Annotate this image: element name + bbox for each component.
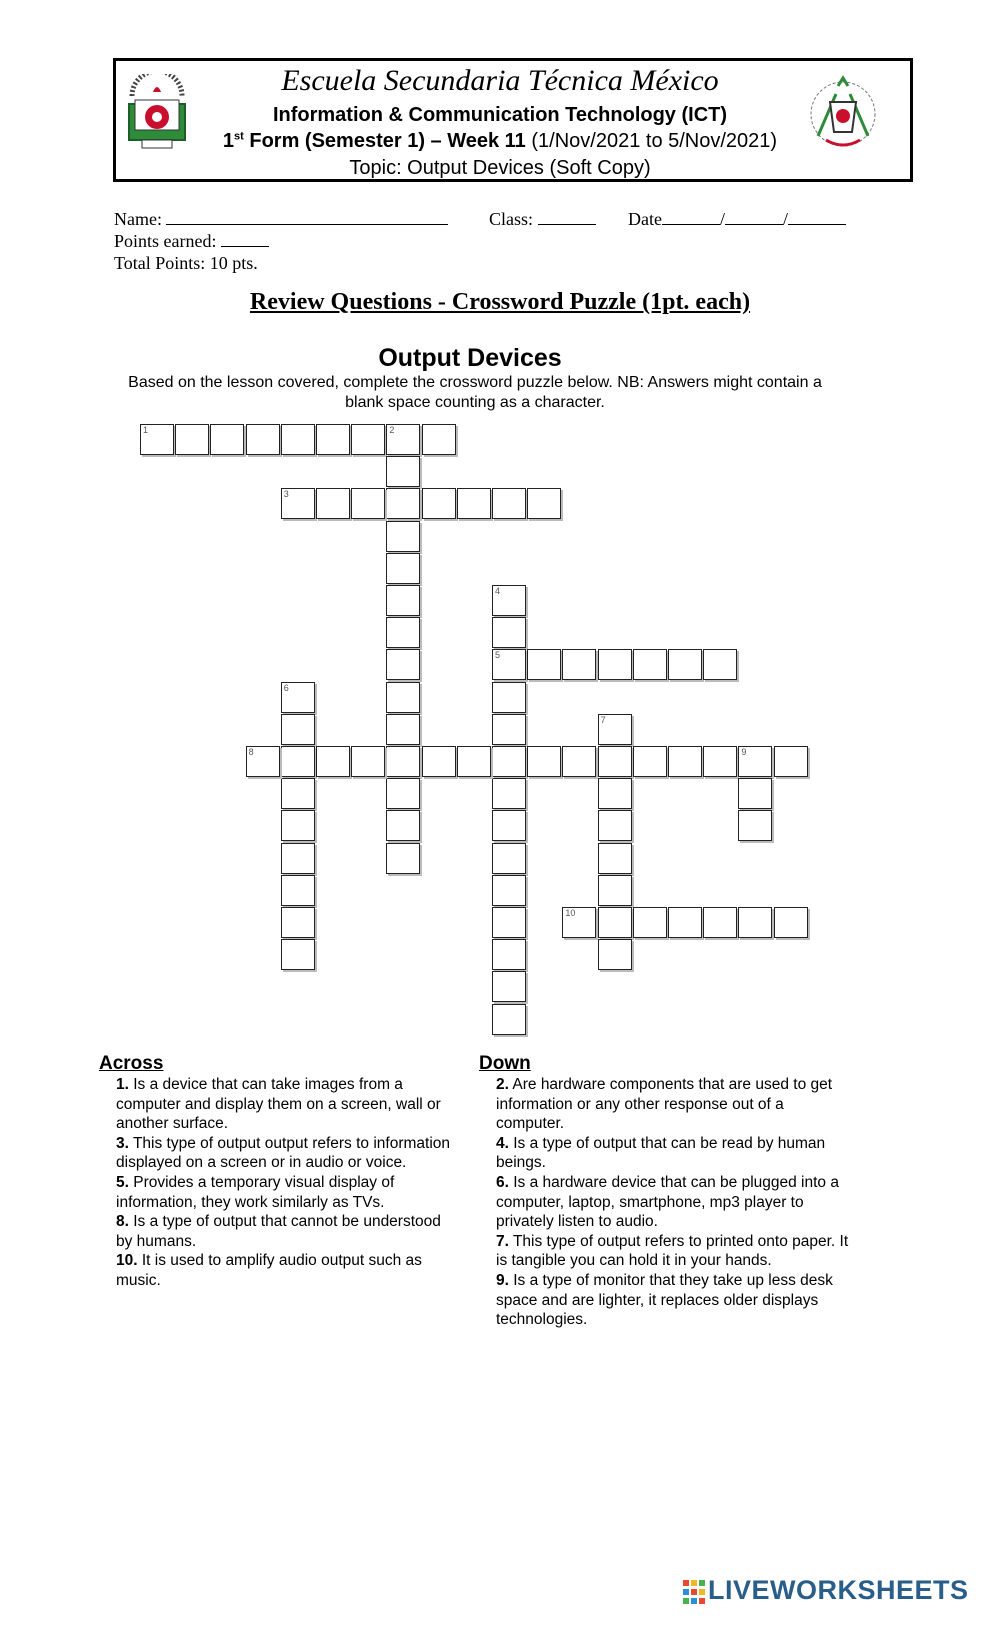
- crossword-cell[interactable]: [492, 617, 526, 648]
- crossword-cell[interactable]: [738, 907, 772, 938]
- school-name: Escuela Secundaria Técnica México: [281, 64, 719, 97]
- clue-number: 5.: [116, 1173, 129, 1191]
- crossword-cell[interactable]: [281, 907, 315, 938]
- crossword-cell[interactable]: [633, 746, 667, 777]
- crossword-cell[interactable]: [774, 907, 808, 938]
- clue-number-label: 3: [283, 489, 289, 500]
- total-points: Total Points: 10 pts.: [114, 253, 258, 273]
- crossword-cell[interactable]: [598, 843, 632, 874]
- subject-title: Information & Communication Technology (ICT): [272, 104, 728, 126]
- crossword-cell[interactable]: [598, 875, 632, 906]
- crossword-cell[interactable]: [422, 424, 456, 455]
- down-heading: Down: [479, 1053, 531, 1074]
- crossword-cell[interactable]: [598, 778, 632, 809]
- date-label: Date: [628, 209, 662, 229]
- crossword-cell[interactable]: [316, 488, 350, 519]
- crossword-cell[interactable]: [492, 971, 526, 1002]
- date-sep-1: /: [719, 209, 725, 229]
- crossword-cell[interactable]: [386, 456, 420, 487]
- crossword-cell[interactable]: [492, 907, 526, 938]
- points-earned-label: Points earned:: [114, 231, 217, 251]
- crossword-cell[interactable]: [386, 778, 420, 809]
- across-heading: Across: [99, 1053, 164, 1074]
- clue-number-label: 6: [283, 682, 289, 693]
- crossword-cell[interactable]: [281, 746, 315, 777]
- crossword-cell[interactable]: [281, 810, 315, 841]
- clue-text: This type of output output refers to information displayed on a screen or in audio or voice.: [116, 1134, 451, 1172]
- crossword-cell[interactable]: [386, 617, 420, 648]
- crossword-cell[interactable]: [527, 746, 561, 777]
- clue-number-label: 10: [565, 908, 576, 918]
- down-clue-7: [496, 1232, 851, 1271]
- clue-number-label: 4: [495, 586, 501, 596]
- crossword-cell[interactable]: [281, 488, 315, 519]
- across-clues: [116, 1075, 456, 1291]
- crossword-cell[interactable]: [457, 488, 491, 519]
- crossword-cell[interactable]: [598, 649, 632, 680]
- crossword-cell[interactable]: [738, 778, 772, 809]
- crossword-cell[interactable]: [351, 424, 385, 455]
- clue-number-label: 1: [143, 425, 149, 435]
- clue-number: 10.: [116, 1252, 138, 1270]
- crossword-cell[interactable]: [386, 682, 420, 713]
- crossword-cell[interactable]: [422, 488, 456, 519]
- across-clue-5: [116, 1173, 456, 1212]
- crossword-cell[interactable]: [386, 810, 420, 841]
- crossword-cell[interactable]: [633, 907, 667, 938]
- crossword-cell[interactable]: [598, 714, 632, 745]
- crossword-cell[interactable]: [703, 649, 737, 680]
- clue-text: Are hardware components that are used to get information or any other response out of a computer.: [496, 1076, 833, 1133]
- brand-wordmark: LIVEWORKSHEETS: [708, 1575, 969, 1605]
- crossword-cell[interactable]: [281, 714, 315, 745]
- across-clue-10: [116, 1251, 456, 1290]
- crossword-cell[interactable]: [598, 810, 632, 841]
- clue-text: It is used to amplify audio output such as music.: [116, 1252, 422, 1289]
- crossword-cell[interactable]: [210, 424, 244, 455]
- clue-text: Provides a temporary visual display of information, they work similarly as TVs.: [116, 1173, 395, 1211]
- clue-number: 6.: [496, 1173, 509, 1191]
- crossword-cell[interactable]: [492, 1004, 526, 1035]
- crossword-cell[interactable]: [598, 939, 632, 970]
- across-clue-8: [116, 1212, 456, 1251]
- crossword-cell[interactable]: [386, 585, 420, 616]
- crossword-cell[interactable]: [281, 843, 315, 874]
- crossword-cell[interactable]: [316, 746, 350, 777]
- crossword-cell[interactable]: [703, 907, 737, 938]
- crossword-cell[interactable]: [492, 778, 526, 809]
- crossword-cell[interactable]: [386, 843, 420, 874]
- clue-text: Is a type of output that can be read by human beings.: [496, 1134, 826, 1172]
- crossword-cell[interactable]: [492, 810, 526, 841]
- crossword-cell[interactable]: [281, 682, 315, 713]
- crossword-cell[interactable]: [316, 424, 350, 455]
- name-label: Name:: [114, 209, 162, 229]
- date-sep-2: /: [783, 209, 789, 229]
- clue-number: 2.: [496, 1076, 509, 1093]
- crossword-cell[interactable]: [351, 488, 385, 519]
- crossword-cell[interactable]: [492, 714, 526, 745]
- clue-text: This type of output refers to printed onto paper. It is tangible you can hold it in your hands.: [496, 1232, 849, 1270]
- crossword-cell[interactable]: [386, 521, 420, 552]
- crossword-cell[interactable]: [386, 649, 420, 680]
- crossword-cell[interactable]: [386, 488, 420, 519]
- crossword-cell[interactable]: [457, 746, 491, 777]
- crossword-cell[interactable]: [386, 424, 420, 455]
- clue-text: Is a device that can take images from a computer and display them on a screen, wall or another surface.: [116, 1076, 441, 1133]
- puzzle-title: Output Devices: [378, 344, 562, 372]
- crossword-cell[interactable]: [422, 746, 456, 777]
- crossword-cell[interactable]: [351, 746, 385, 777]
- form-week: Form (Semester 1) – Week 11: [243, 130, 526, 152]
- crossword-cell[interactable]: [281, 875, 315, 906]
- class-label: Class:: [489, 209, 534, 229]
- clue-number-label: 5: [495, 650, 501, 661]
- crossword-cell[interactable]: [703, 746, 737, 777]
- crossword-cell[interactable]: [774, 746, 808, 777]
- crossword-cell[interactable]: [492, 746, 526, 777]
- clue-text: Is a type of monitor that they take up less desk space and are lighter, it replaces older displays technologies.: [496, 1271, 833, 1329]
- crossword-cell[interactable]: [598, 907, 632, 938]
- clue-number-label: 8: [248, 747, 254, 757]
- crossword-cell[interactable]: [246, 746, 280, 777]
- clue-number: 7.: [496, 1232, 509, 1250]
- crossword-cell[interactable]: [492, 585, 526, 616]
- clue-number: 3.: [116, 1134, 129, 1152]
- clue-text: Is a type of output that cannot be understood by humans.: [116, 1213, 441, 1250]
- crossword-cell[interactable]: [386, 746, 420, 777]
- crossword-cell[interactable]: [738, 810, 772, 841]
- crossword-cell[interactable]: [527, 488, 561, 519]
- clue-number-label: 9: [741, 747, 747, 757]
- down-clues: [496, 1075, 851, 1330]
- across-clue-3: [116, 1134, 456, 1173]
- crossword-cell[interactable]: [492, 649, 526, 680]
- crossword-cell[interactable]: [738, 746, 772, 777]
- clue-number-label: 7: [600, 714, 606, 725]
- clue-number-label: 2: [389, 425, 395, 435]
- down-clue-2: [496, 1075, 851, 1134]
- crossword-cell[interactable]: [281, 778, 315, 809]
- crossword-cell[interactable]: [281, 939, 315, 970]
- crossword-cell[interactable]: [492, 843, 526, 874]
- puzzle-instructions: Based on the lesson covered, complete the crossword puzzle below. NB: Answers might contain a blank space counting as a character.: [128, 374, 822, 411]
- crossword-cell[interactable]: [492, 875, 526, 906]
- review-title: Review Questions - Crossword Puzzle (1pt. each): [249, 289, 751, 315]
- crossword-cell[interactable]: [562, 649, 596, 680]
- crossword-cell[interactable]: [386, 553, 420, 584]
- crossword-cell[interactable]: [527, 649, 561, 680]
- form-ordinal: st: [234, 130, 244, 143]
- across-clue-1: [116, 1075, 456, 1134]
- clue-number: 4.: [496, 1134, 509, 1152]
- crossword-cell[interactable]: [492, 682, 526, 713]
- clue-number: 1.: [116, 1076, 129, 1093]
- crossword-cell[interactable]: [246, 424, 280, 455]
- crossword-cell[interactable]: [140, 424, 174, 455]
- down-clue-6: [496, 1173, 851, 1232]
- crossword-cell[interactable]: [668, 746, 702, 777]
- down-clue-9: [496, 1271, 851, 1330]
- down-clue-4: [496, 1134, 851, 1173]
- liveworksheets-logo-icon: [683, 1580, 705, 1604]
- topic-line: Topic: Output Devices (Soft Copy): [349, 157, 651, 179]
- clue-text: Is a hardware device that can be plugged into a computer, laptop, smartphone, mp3 player to privately listen to audio.: [496, 1173, 839, 1231]
- crossword-cell[interactable]: [386, 714, 420, 745]
- crossword-cell[interactable]: [668, 907, 702, 938]
- crossword-cell[interactable]: [633, 649, 667, 680]
- crossword-cell[interactable]: [175, 424, 209, 455]
- crossword-cell[interactable]: [492, 939, 526, 970]
- crossword-cell[interactable]: [598, 746, 632, 777]
- form-number: 1: [222, 130, 235, 152]
- clue-number: 9.: [496, 1271, 509, 1289]
- crossword-cell[interactable]: [492, 488, 526, 519]
- crossword-cell[interactable]: [281, 424, 315, 455]
- crossword-cell[interactable]: [562, 907, 596, 938]
- crossword-cell[interactable]: [668, 649, 702, 680]
- form-dates: (1/Nov/2021 to 5/Nov/2021): [525, 130, 778, 152]
- crossword-cell[interactable]: [562, 746, 596, 777]
- clue-number: 8.: [116, 1213, 129, 1231]
